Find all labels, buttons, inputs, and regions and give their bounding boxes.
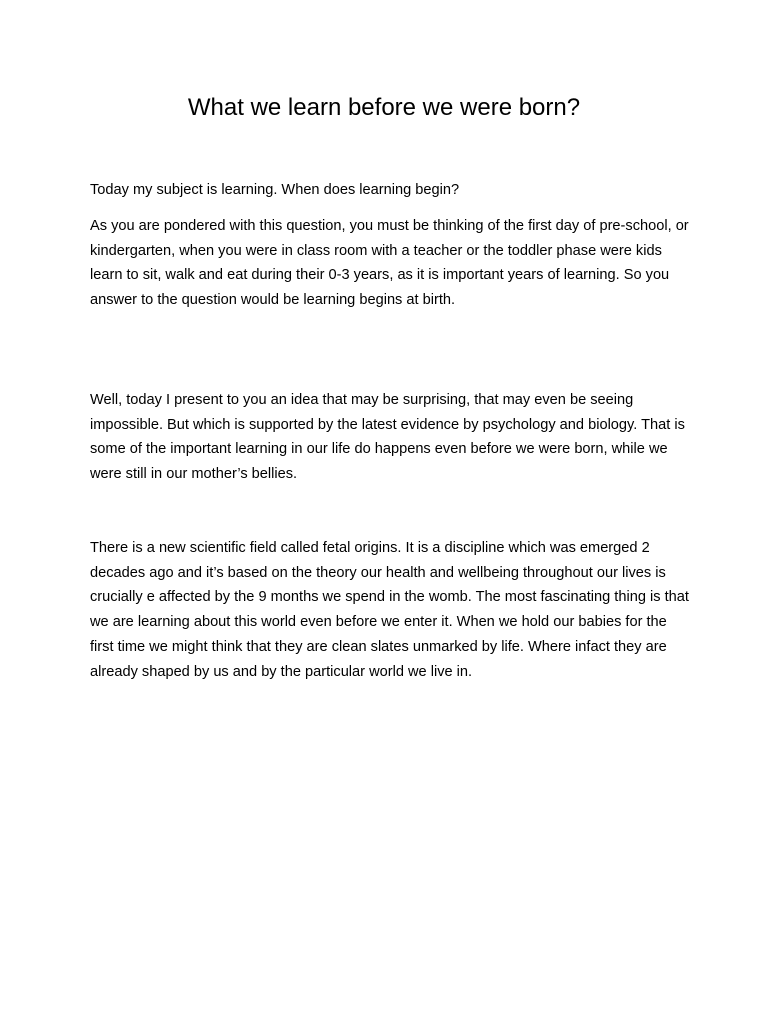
paragraph-question: As you are pondered with this question, you must be thinking of the first day of pre-school, or kindergarten, when you were in class room with a teacher or the toddler phase were kids learn to sit, walk and eat during their 0-3 years, as it is important years of learning. So you answer to the question would be learning begins at birth. <box>90 218 689 309</box>
paragraph-fetal-origins: There is a new scientific field called fetal origins. It is a discipline which was emerged 2 decades ago and it’s based on the theory our health and wellbeing throughout our lives is crucially e affected by the 9 months we spend in the womb. The most fascinating thing is that we are learning about this world even before we enter it. When we hold our babies for the first time we might think that they are clean slates unmarked by life. Where infact they are already shaped by us and by the particular world we live in. <box>90 540 689 680</box>
paragraph-idea: Well, today I present to you an idea that may be surprising, that may even be seeing impossible. But which is supported by the latest evidence by psychology and biology. That is some of the important learning in our life do happens even before we were born, while we were still in our mother’s bellies. <box>90 392 685 483</box>
document-title: What we learn before we were born? <box>187 94 581 121</box>
paragraph-intro: Today my subject is learning. When does learning begin? <box>90 182 460 198</box>
